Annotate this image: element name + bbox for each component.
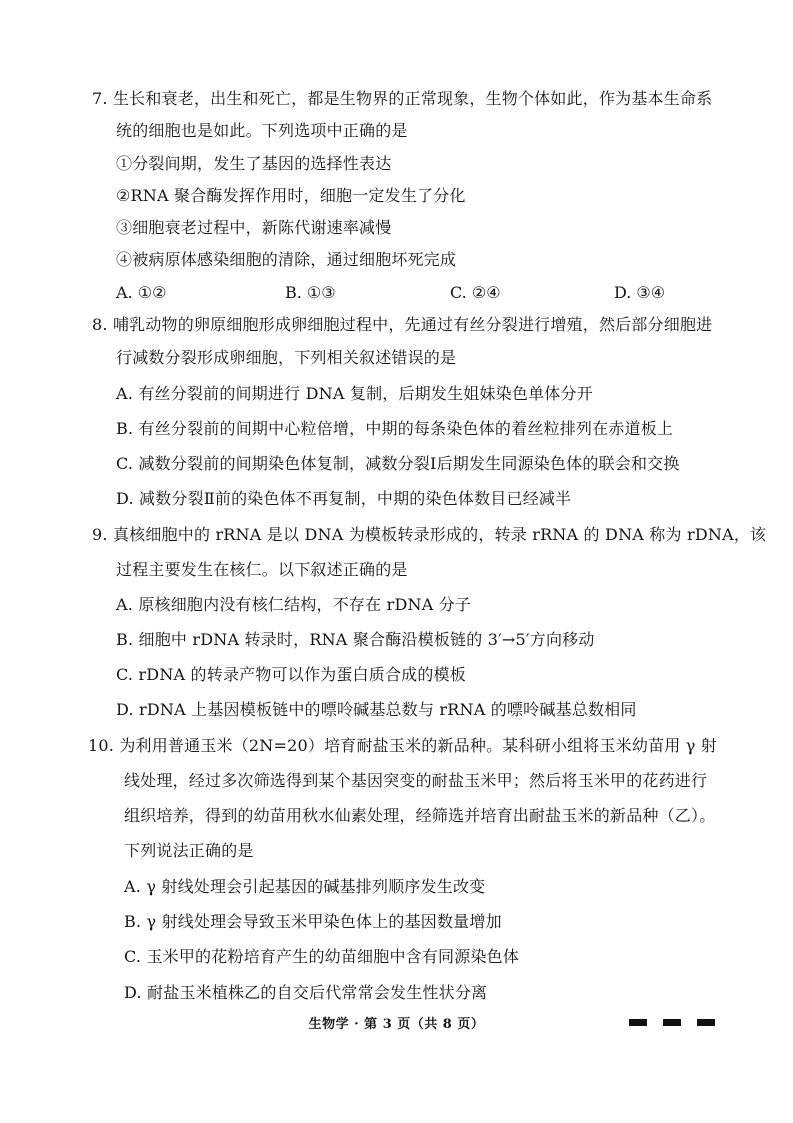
registration-mark-2 — [663, 1019, 681, 1026]
q10-option-c: C. 玉米甲的花粉培育产生的幼苗细胞中含有同源染色体 — [124, 947, 520, 966]
q7-statement-2: ②RNA 聚合酶发挥作用时，细胞一定发生了分化 — [116, 186, 466, 205]
q9-option-c: C. rDNA 的转录产物可以作为蛋白质合成的模板 — [116, 665, 466, 684]
q10-stem-line-3: 组织培养，得到的幼苗用秋水仙素处理，经筛选并培育出耐盐玉米的新品种（乙）。 — [124, 806, 716, 825]
q7-statement-4: ④被病原体感染细胞的清除，通过细胞坏死完成 — [116, 250, 457, 269]
q9-option-d: D. rDNA 上基因模板链中的嘌呤碱基总数与 rRNA 的嘌呤碱基总数相同 — [116, 700, 637, 719]
q9-option-b: B. 细胞中 rDNA 转录时，RNA 聚合酶沿模板链的 3′→5′方向移动 — [116, 630, 595, 649]
registration-mark-3 — [697, 1019, 715, 1026]
q7-stem-line-2: 统的细胞也是如此。下列选项中正确的是 — [116, 121, 408, 140]
q8-stem-line-2: 行减数分裂形成卵细胞，下列相关叙述错误的是 — [116, 348, 457, 367]
q10-option-b: B. γ 射线处理会导致玉米甲染色体上的基因数量增加 — [124, 912, 502, 931]
q7-statement-1: ①分裂间期，发生了基因的选择性表达 — [116, 154, 392, 173]
q8-stem-line-1: 8. 哺乳动物的卵原细胞形成卵细胞过程中，先通过有丝分裂进行增殖，然后部分细胞进 — [92, 315, 713, 334]
q9-stem-line-1: 9. 真核细胞中的 rRNA 是以 DNA 为模板转录形成的，转录 rRNA 的 DNA 称为 rDNA，该 — [92, 525, 767, 544]
q7-option-d: D. ③④ — [614, 283, 666, 302]
q7-stem-line-1: 7. 生长和衰老，出生和死亡，都是生物界的正常现象，生物个体如此，作为基本生命系 — [92, 89, 713, 108]
q8-option-b: B. 有丝分裂前的间期中心粒倍增，中期的每条染色体的着丝粒排列在赤道板上 — [116, 419, 674, 438]
q9-stem-line-2: 过程主要发生在核仁。以下叙述正确的是 — [116, 560, 408, 579]
q7-option-c: C. ②④ — [450, 283, 501, 302]
registration-mark-1 — [629, 1019, 647, 1026]
q7-statement-3: ③细胞衰老过程中，新陈代谢速率减慢 — [116, 218, 392, 237]
q9-option-a: A. 原核细胞内没有核仁结构，不存在 rDNA 分子 — [116, 595, 472, 614]
q10-stem-line-1: 10. 为利用普通玉米（2N=20）培育耐盐玉米的新品种。某科研小组将玉米幼苗用 γ 射 — [88, 736, 718, 755]
page-footer: 生物学 · 第 3 页（共 8 页） — [308, 1017, 485, 1032]
q10-option-d: D. 耐盐玉米植株乙的自交后代常常会发生性状分离 — [124, 983, 488, 1002]
q8-option-d: D. 减数分裂Ⅱ前的染色体不再复制，中期的染色体数目已经减半 — [116, 489, 572, 508]
q10-stem-line-4: 下列说法正确的是 — [124, 841, 254, 860]
q7-option-a: A. ①② — [116, 283, 167, 302]
q7-option-b: B. ①③ — [285, 283, 336, 302]
q8-option-c: C. 减数分裂前的间期染色体复制，减数分裂Ⅰ后期发生同源染色体的联会和交换 — [116, 454, 680, 473]
q10-stem-line-2: 线处理，经过多次筛选得到某个基因突变的耐盐玉米甲；然后将玉米甲的花药进行 — [124, 771, 708, 790]
q10-option-a: A. γ 射线处理会引起基因的碱基排列顺序发生改变 — [124, 877, 486, 896]
q8-option-a: A. 有丝分裂前的间期进行 DNA 复制，后期发生姐妹染色单体分开 — [116, 384, 593, 403]
